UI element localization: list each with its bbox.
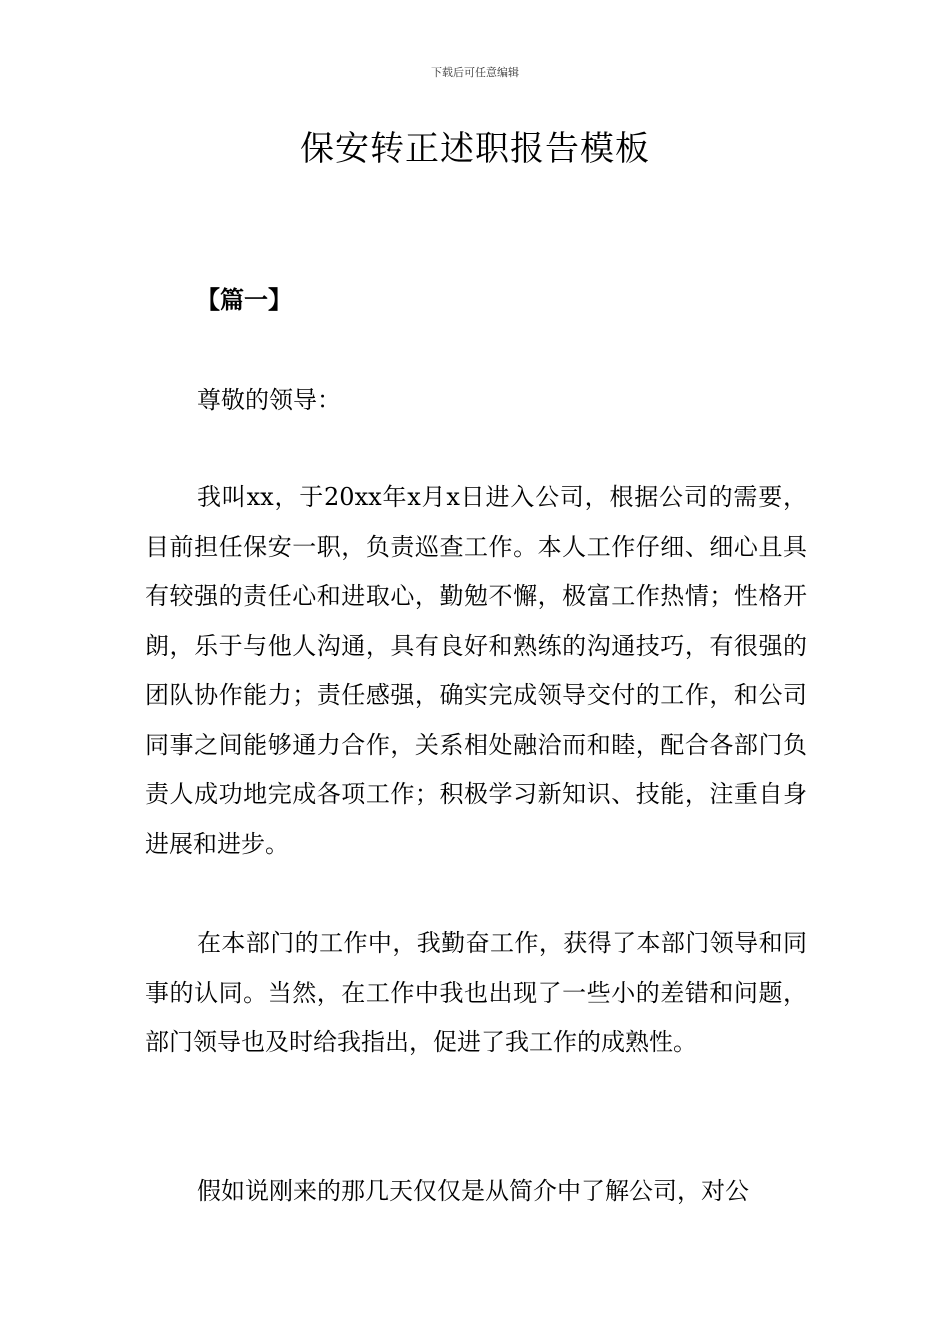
section-label: 【篇一】 xyxy=(196,286,292,314)
salutation: 尊敬的领导： xyxy=(197,386,341,414)
body-paragraph-3: 假如说刚来的那几天仅仅是从简介中了解公司，对公 xyxy=(197,1177,749,1205)
body-paragraph-2: 在本部门的工作中，我勤奋工作，获得了本部门领导和同事的认同。当然，在工作中我也出现了一些小的差错和问题，部门领导也及时给我指出，促进了我工作的成熟性。 xyxy=(145,929,807,1056)
header-note: 下载后可任意编辑 xyxy=(431,66,519,79)
body-paragraph-1: 我叫xx，于20xx年x月x日进入公司，根据公司的需要，目前担任保安一职，负责巡查工作。本人工作仔细、细心且具有较强的责任心和进取心，勤勉不懈，极富工作热情；性格开朗，乐于与他人沟通，具有良好和熟练的沟通技巧，有很强的团队协作能力；责任感强，确实完成领导交付的工作，和公司同事之间能够通力合作，关系相处融洽而和睦，配合各部门负责人成功地完成各项工作；积极学习新知识、技能，注重自身进展和进步。 xyxy=(145,483,807,858)
document-title: 保安转正述职报告模板 xyxy=(300,129,650,169)
